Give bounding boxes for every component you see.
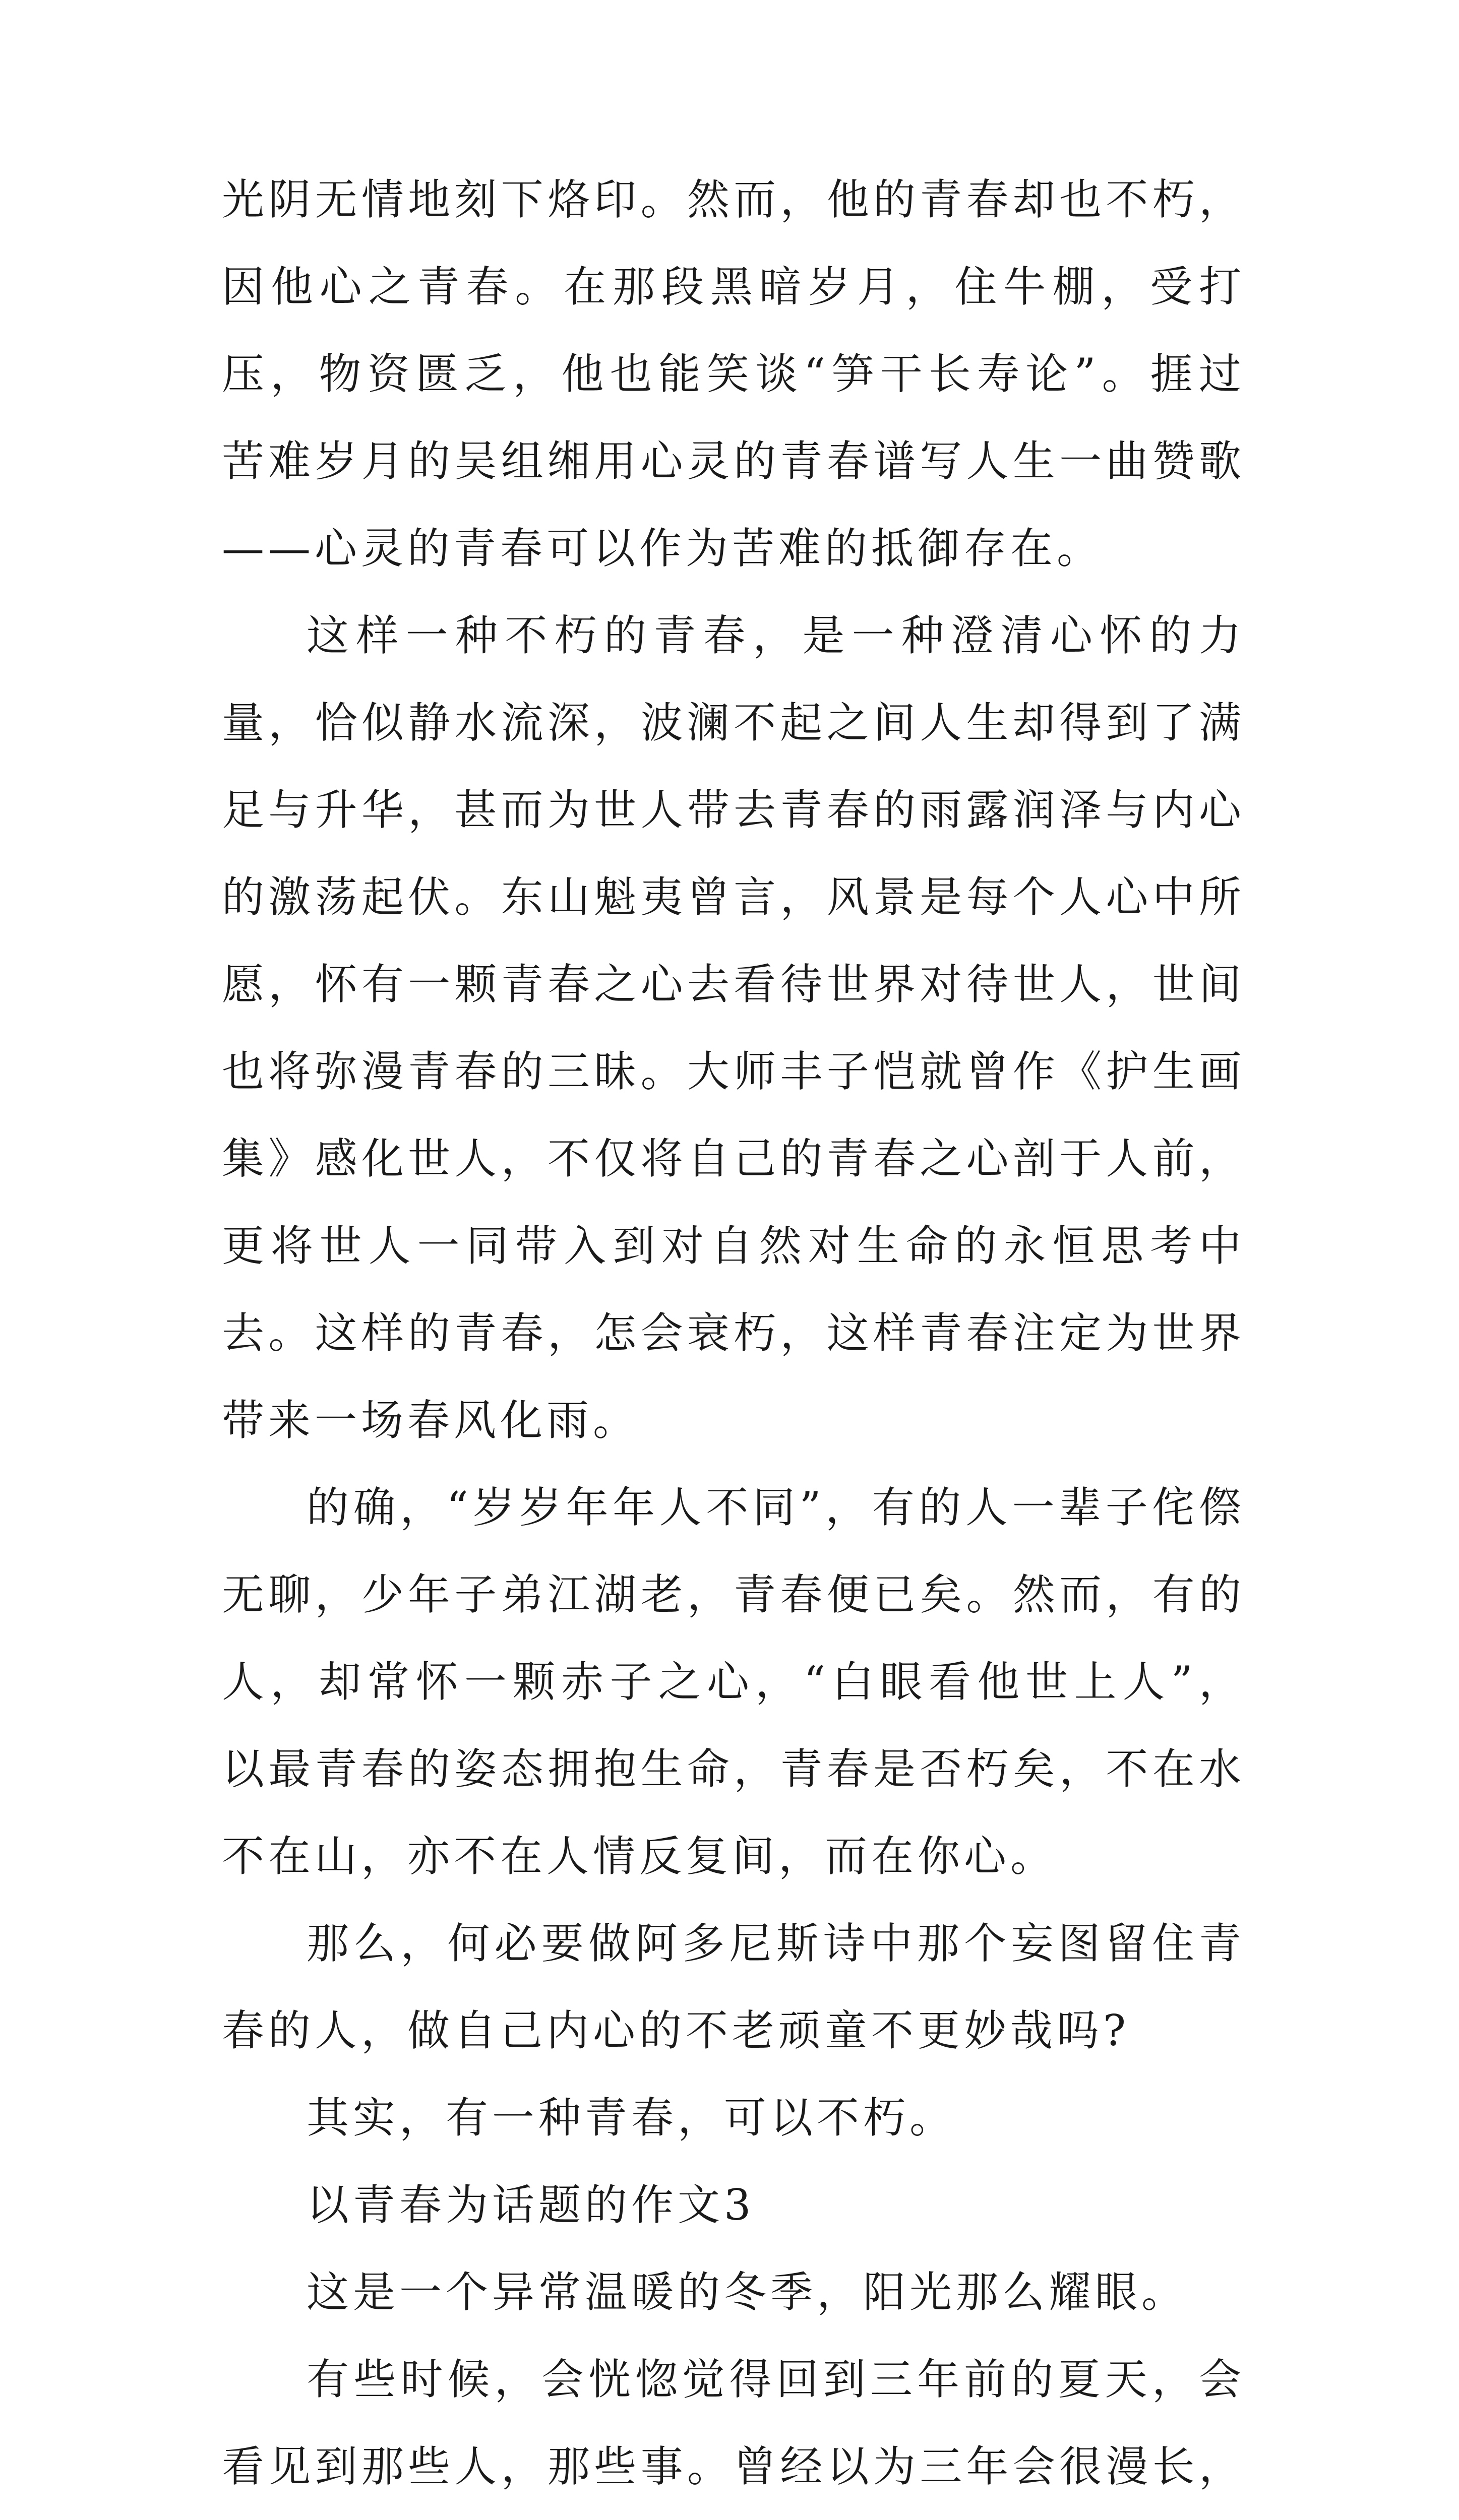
paragraph-7: 这是一个异常温暖的冬季，阳光那么耀眼。	[307, 2267, 1188, 2317]
paragraph-8: 有些时候，会恍惚觉得回到三年前的夏天，会看见到那些人，那些事。曾经以为三年会很漫长，	[222, 2355, 1245, 2491]
paragraph-2: 这样一种不朽的青春，是一种澄清心怀的力量，恰似静水流深，波澜不起之间人生却得到了满足与升华，甚而为世人带去青春的雨露润泽与内心的激荡起伏。东山魁夷曾言，风景是每个人心中所愿，怀有一颗青春之心去看待世界对待世人，世间也将弥漫青春的三昧。大师丰子恺就曾作《护生画集》感化世人，不仅将自己的青春之心剖于人前，更将世人一同带入到对自然对生命的永恒思考中去。这样的青春，怎会衰朽，这样青春注定为世界带来一场春风化雨。	[222, 611, 1245, 1445]
paragraph-1: 光阴无情地刻下烙印。然而，他的青春却也不朽，因他心之青春。在那段黑暗岁月，住牛棚，受打压，物资匮乏，他也能笑谈“笋干长寿论”。捱过苦难岁月的吴组缃用心灵的青春谱写人生一曲赞歌——心灵的青春可以作为苦难的抵御存在。	[222, 175, 1245, 573]
paragraph-5: 其实，有一种青春，可以不朽。	[307, 2093, 956, 2143]
section-heading: 以青春为话题的作文3	[307, 2180, 755, 2230]
paragraph-3: 的确，“岁岁年年人不同”，有的人一辈子侘傺无聊，少年子弟江湖老，青春便已矣。然而，有的人，却常怀一颗赤子之心，“白眼看他世上人”，以最青春的姿态拥抱生命，青春是否朽矣，不在水不在山，亦不在人情反复间，而在你心。	[222, 1483, 1245, 1881]
paragraph-4: 那么，何必要做阿多尼斯诗中那个妄图留住青春的人，做自己内心的不老顽童不更妙哉吗?	[222, 1919, 1245, 2055]
document-body	[222, 156, 1245, 2520]
